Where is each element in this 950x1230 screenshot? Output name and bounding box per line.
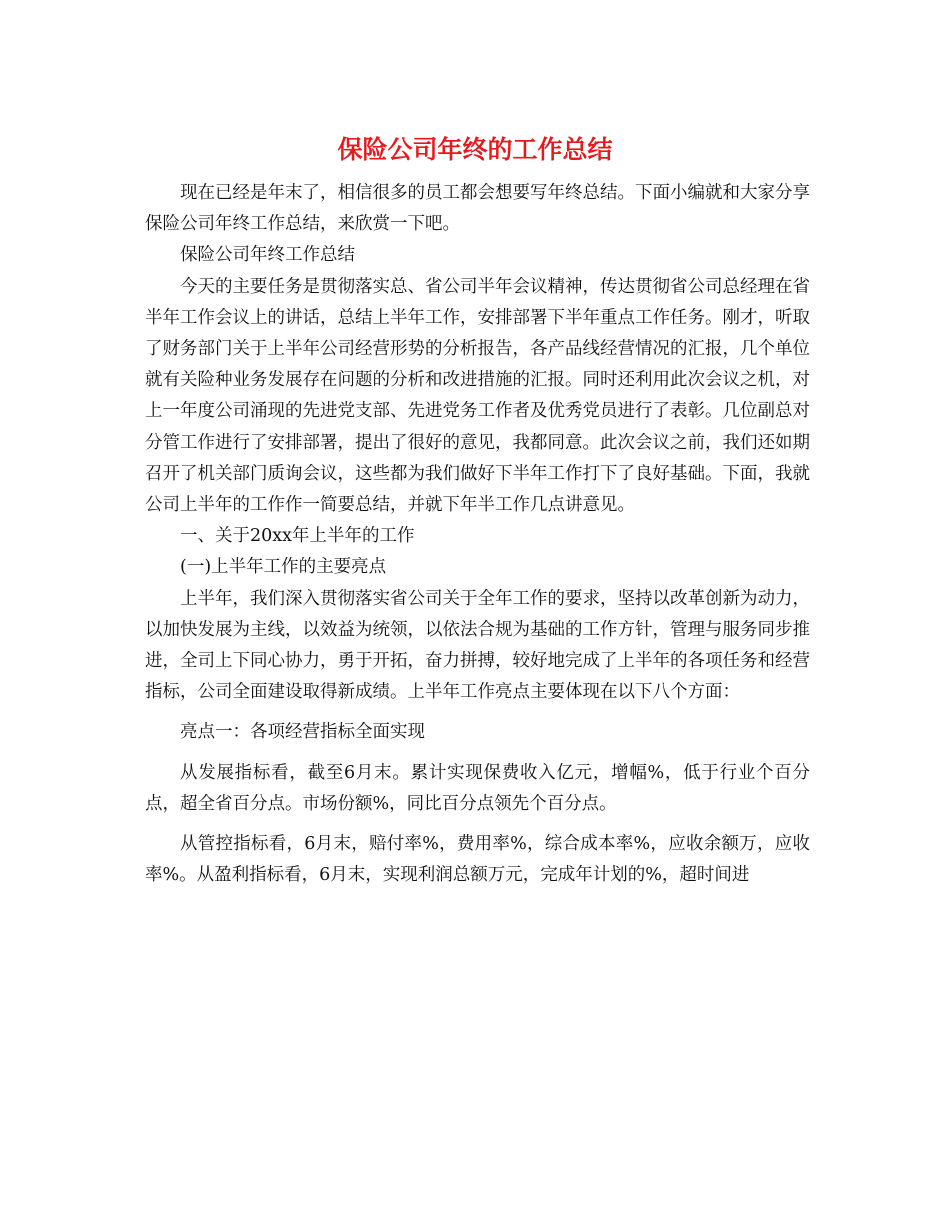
paragraph-main-task: 今天的主要任务是贯彻落实总、省公司半年会议精神，传达贯彻省公司总经理在省半年工作会议上的讲话，总结上半年工作，安排部署下半年重点工作任务。刚才，听取了财务部门关于上半年公司经营形势的分析报告，各产品线经营情况的汇报，几个单位就有关险种业务发展存在问题的分析和改进措施的汇报。同时还利用此次会议之机，对上一年度公司涌现的先进党支部、先进党务工作者及优秀党员进行了表彰。几位副总对分管工作进行了安排部署，提出了很好的意见，我都同意。此次会议之前，我们还如期召开了机关部门质询会议，这些都为我们做好下半年工作打下了良好基础。下面，我就公司上半年的工作作一简要总结，并就下年半工作几点讲意见。: [145, 276, 810, 516]
paragraph-control-indicators: 从管控指标看，6月末，赔付率%，费用率%，综合成本率%，应收余额万，应收率%。从盈利指标看，6月末，实现利润总额万元，完成年计划的%，超时间进: [145, 834, 810, 886]
paragraph-development-indicators: 从发展指标看，截至6月末。累计实现保费收入亿元，增幅%，低于行业个百分点，超全省百分点。市场份额%，同比百分点领先个百分点。: [145, 762, 810, 814]
paragraph-first-half: 上半年，我们深入贯彻落实省公司关于全年工作的要求，坚持以改革创新为动力，以加快发展为主线，以效益为统领，以依法合规为基础的工作方针，管理与服务同步推进，全司上下同心协力，勇于开拓，奋力拼搏，较好地完成了上半年的各项任务和经营指标，公司全面建设取得新成绩。上半年工作亮点主要体现在以下八个方面：: [145, 588, 810, 703]
paragraph-intro: 现在已经是年末了，相信很多的员工都会想要写年终总结。下面小编就和大家分享保险公司年终工作总结，来欣赏一下吧。: [145, 183, 810, 235]
paragraph-subtitle: 保险公司年终工作总结: [180, 245, 355, 266]
subsection-heading-1: (一)上半年工作的主要亮点: [180, 557, 387, 578]
highlight-heading-1: 亮点一：各项经营指标全面实现: [180, 722, 425, 743]
document-title: 保险公司年终的工作总结: [337, 135, 613, 164]
section-heading-1: 一、关于20xx年上半年的工作: [180, 526, 415, 547]
document-body: [145, 178, 810, 891]
